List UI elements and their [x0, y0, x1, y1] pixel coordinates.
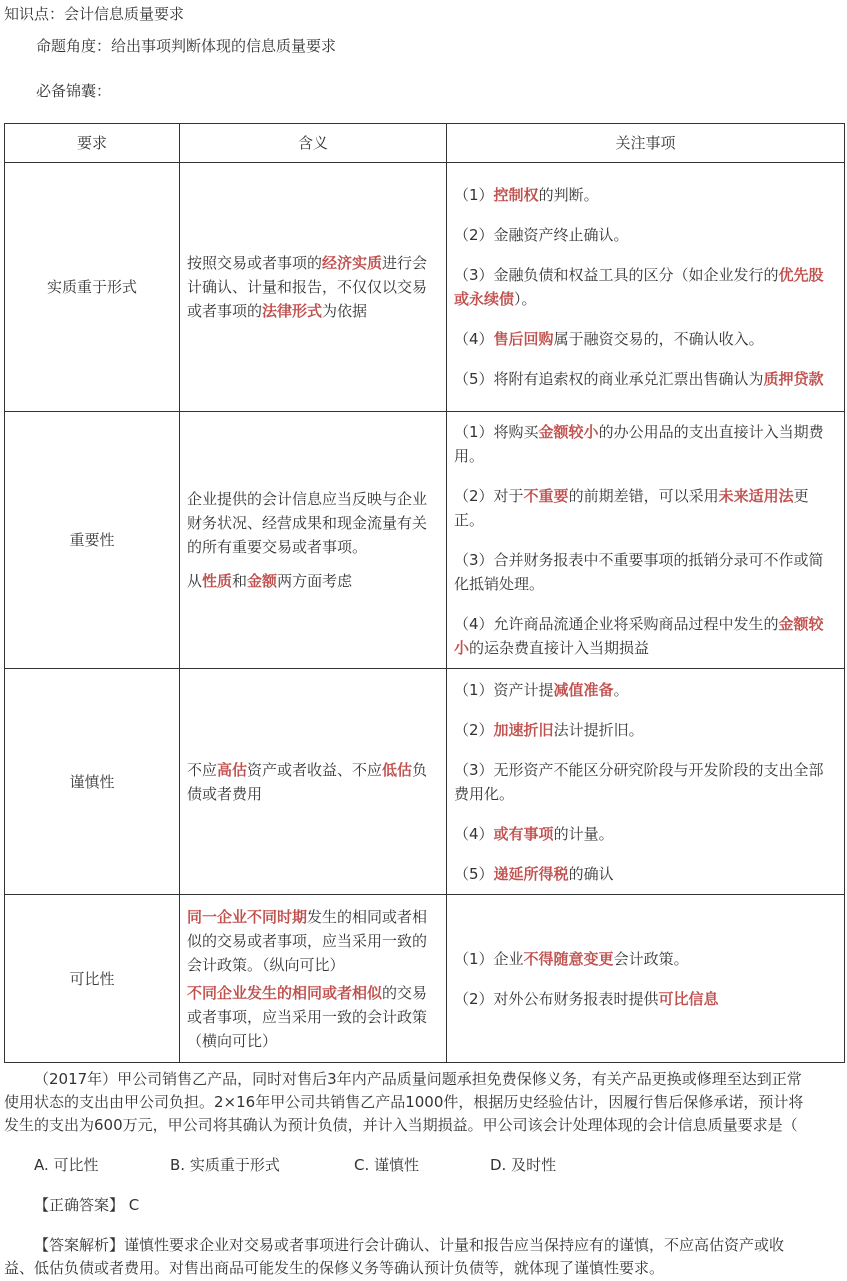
answer-options: [34, 1154, 556, 1176]
meaning-cell: [180, 412, 447, 669]
highlight-text: 同一企业不同时期: [187, 907, 308, 926]
plain-text: （1）将购买: [454, 423, 539, 441]
question-angle: 命题角度：给出事项判断体现的信息质量要求: [36, 37, 337, 55]
plain-text: （1）资产计提: [454, 680, 554, 699]
option-b[interactable]: B. 实质重于形式: [170, 1156, 280, 1174]
plain-text: （3）金融负债和权益工具的区分（如企业发行的: [454, 266, 779, 284]
question-line: （2017年）甲公司销售乙产品，同时对售后3年内产品质量问题承担免费保修义务，有关产品更换或修理至达到正常: [34, 1070, 802, 1088]
cell-paragraph: [454, 612, 837, 660]
header-requirement: 要求: [5, 124, 180, 163]
cell-paragraph: [454, 327, 837, 351]
cell-paragraph: [187, 758, 439, 806]
highlight-text: 或有事项: [493, 824, 554, 843]
requirement-cell: 谨慎性: [5, 669, 180, 895]
correct-answer-value: C: [128, 1196, 140, 1214]
highlight-text: 质押贷款: [763, 370, 824, 388]
highlight-text: 优先股或永续债: [454, 266, 824, 308]
highlight-text: 不得随意变更: [523, 949, 614, 968]
quality-requirements-table: [4, 123, 845, 1063]
plain-text: 为依据: [322, 302, 368, 320]
cell-paragraph: [454, 223, 837, 247]
plain-text: （4）: [454, 330, 494, 348]
cell-paragraph: [454, 183, 837, 207]
plain-text: （3）无形资产不能区分研究阶段与开发阶段的支出全部费用化。: [454, 760, 824, 803]
requirement-cell: 实质重于形式: [5, 163, 180, 412]
highlight-text: 递延所得税: [493, 864, 569, 883]
analysis-line: 【答案解析】谨慎性要求企业对交易或者事项进行会计确认、计量和报告应当保持应有的谨慎，不应高估资产或收: [34, 1236, 785, 1254]
highlight-text: 低估: [382, 760, 413, 779]
plain-text: （4）允许商品流通企业将采购商品过程中发生的: [454, 615, 779, 633]
requirement-cell: 重要性: [5, 412, 180, 669]
cell-paragraph: [187, 905, 439, 977]
plain-text: （2）: [454, 720, 494, 739]
cell-paragraph: [454, 678, 837, 702]
plain-text: （5）: [454, 864, 494, 883]
plain-text: 的前期差错，可以采用: [568, 487, 719, 505]
option-d[interactable]: D. 及时性: [490, 1156, 557, 1174]
plain-text: （3）合并财务报表中不重要事项的抵销分录可不作或简化抵销处理。: [454, 551, 824, 593]
correct-answer: [34, 1194, 139, 1216]
cell-paragraph: [454, 420, 837, 468]
highlight-text: 控制权: [493, 186, 539, 204]
plain-text: 的确认: [568, 864, 614, 883]
highlight-text: 金额较小: [454, 615, 824, 657]
cell-paragraph: [187, 251, 439, 323]
header-notes: 关注事项: [447, 124, 845, 163]
cell-paragraph: [187, 487, 439, 559]
highlight-text: 未来适用法: [718, 487, 794, 505]
plain-text: 。: [613, 680, 629, 699]
plain-text: 资产或者收益、不应: [247, 760, 383, 779]
plain-text: （2）对于: [454, 487, 524, 505]
plain-text: 进行会计确认、计量和报告，不仅仅以交易或者事项的: [187, 254, 428, 320]
plain-text: 企业提供的会计信息应当反映与企业财务状况、经营成果和现金流量有关的所有重要交易或者事项。: [187, 490, 428, 556]
cell-paragraph: [454, 987, 837, 1011]
cell-paragraph: [454, 947, 837, 971]
question-line: 使用状态的支出由甲公司负担。2×16年甲公司共销售乙产品1000件，根据历史经验估计，因履行售后保修承诺，预计将: [4, 1093, 804, 1111]
plain-text: （2）对外公布财务报表时提供: [454, 989, 659, 1008]
highlight-text: 经济实质: [322, 254, 383, 272]
highlight-text: 售后回购: [493, 330, 554, 348]
table-row: [5, 163, 845, 412]
plain-text: 发生的相同或者相似的交易或者事项，应当采用一致的会计政策。（纵向可比）: [187, 907, 428, 974]
highlight-text: 法律形式: [262, 302, 323, 320]
plain-text: （4）: [454, 824, 494, 843]
plain-text: 法计提折旧。: [553, 720, 644, 739]
notes-cell: [447, 669, 845, 895]
cell-paragraph: [454, 263, 837, 311]
notes-cell: [447, 412, 845, 669]
table-header-row: [5, 124, 845, 163]
option-a[interactable]: A. 可比性: [34, 1156, 99, 1174]
cell-paragraph: [454, 862, 837, 886]
cell-paragraph: [454, 758, 837, 806]
plain-text: 属于融资交易的，不确认收入。: [553, 330, 764, 348]
knowledge-point: 知识点：会计信息质量要求: [4, 5, 185, 23]
tips-label: 必备锦囊：: [36, 82, 112, 100]
plain-text: 两方面考虑: [277, 572, 353, 590]
cell-paragraph: [454, 548, 837, 596]
highlight-text: 可比信息: [658, 989, 719, 1008]
cell-paragraph: [187, 569, 439, 593]
highlight-text: 不重要: [523, 487, 569, 505]
table-row: [5, 895, 845, 1063]
plain-text: 更正。: [454, 487, 809, 529]
analysis-line: 益、低估负债或者费用。对售出商品可能发生的保修义务等确认预计负债等，就体现了谨慎性要求。: [4, 1259, 665, 1277]
highlight-text: 金额: [247, 572, 278, 590]
plain-text: （1）: [454, 186, 494, 204]
notes-cell: [447, 163, 845, 412]
header-meaning: 含义: [180, 124, 447, 163]
cell-paragraph: [454, 822, 837, 846]
requirement-cell: 可比性: [5, 895, 180, 1063]
table-row: [5, 669, 845, 895]
plain-text: （5）将附有追索权的商业承兑汇票出售确认为: [454, 370, 764, 388]
meaning-cell: [180, 163, 447, 412]
meaning-cell: [180, 669, 447, 895]
plain-text: 按照交易或者事项的: [187, 254, 323, 272]
correct-answer-label: 【正确答案】: [34, 1196, 125, 1214]
notes-cell: [447, 895, 845, 1063]
highlight-text: 高估: [217, 760, 248, 779]
plain-text: （2）金融资产终止确认。: [454, 226, 629, 244]
cell-paragraph: [187, 981, 439, 1053]
plain-text: ）。: [514, 290, 537, 308]
plain-text: 的运杂费直接计入当期损益: [469, 639, 650, 657]
plain-text: 从: [187, 572, 203, 590]
meaning-cell: [180, 895, 447, 1063]
plain-text: 负债或者费用: [187, 760, 428, 803]
plain-text: 不应: [187, 760, 218, 779]
question-line: 发生的支出为600万元，甲公司将其确认为预计负债，并计入当期损益。甲公司该会计处理体现的会计信息质量要求是（: [4, 1116, 798, 1134]
plain-text: 的判断。: [538, 186, 599, 204]
plain-text: 的交易或者事项，应当采用一致的会计政策（横向可比）: [187, 983, 428, 1050]
table-row: [5, 412, 845, 669]
plain-text: 和: [232, 572, 248, 590]
highlight-text: 金额较小: [538, 423, 599, 441]
highlight-text: 不同企业发生的相同或者相似: [187, 983, 383, 1002]
cell-paragraph: [454, 367, 837, 391]
plain-text: 的计量。: [553, 824, 614, 843]
highlight-text: 性质: [202, 572, 233, 590]
cell-paragraph: [454, 718, 837, 742]
highlight-text: 减值准备: [553, 680, 614, 699]
plain-text: （1）企业: [454, 949, 524, 968]
plain-text: 的办公用品的支出直接计入当期费用。: [454, 423, 824, 465]
cell-paragraph: [454, 484, 837, 532]
plain-text: 会计政策。: [613, 949, 689, 968]
option-c[interactable]: C. 谨慎性: [354, 1156, 420, 1174]
highlight-text: 加速折旧: [493, 720, 554, 739]
